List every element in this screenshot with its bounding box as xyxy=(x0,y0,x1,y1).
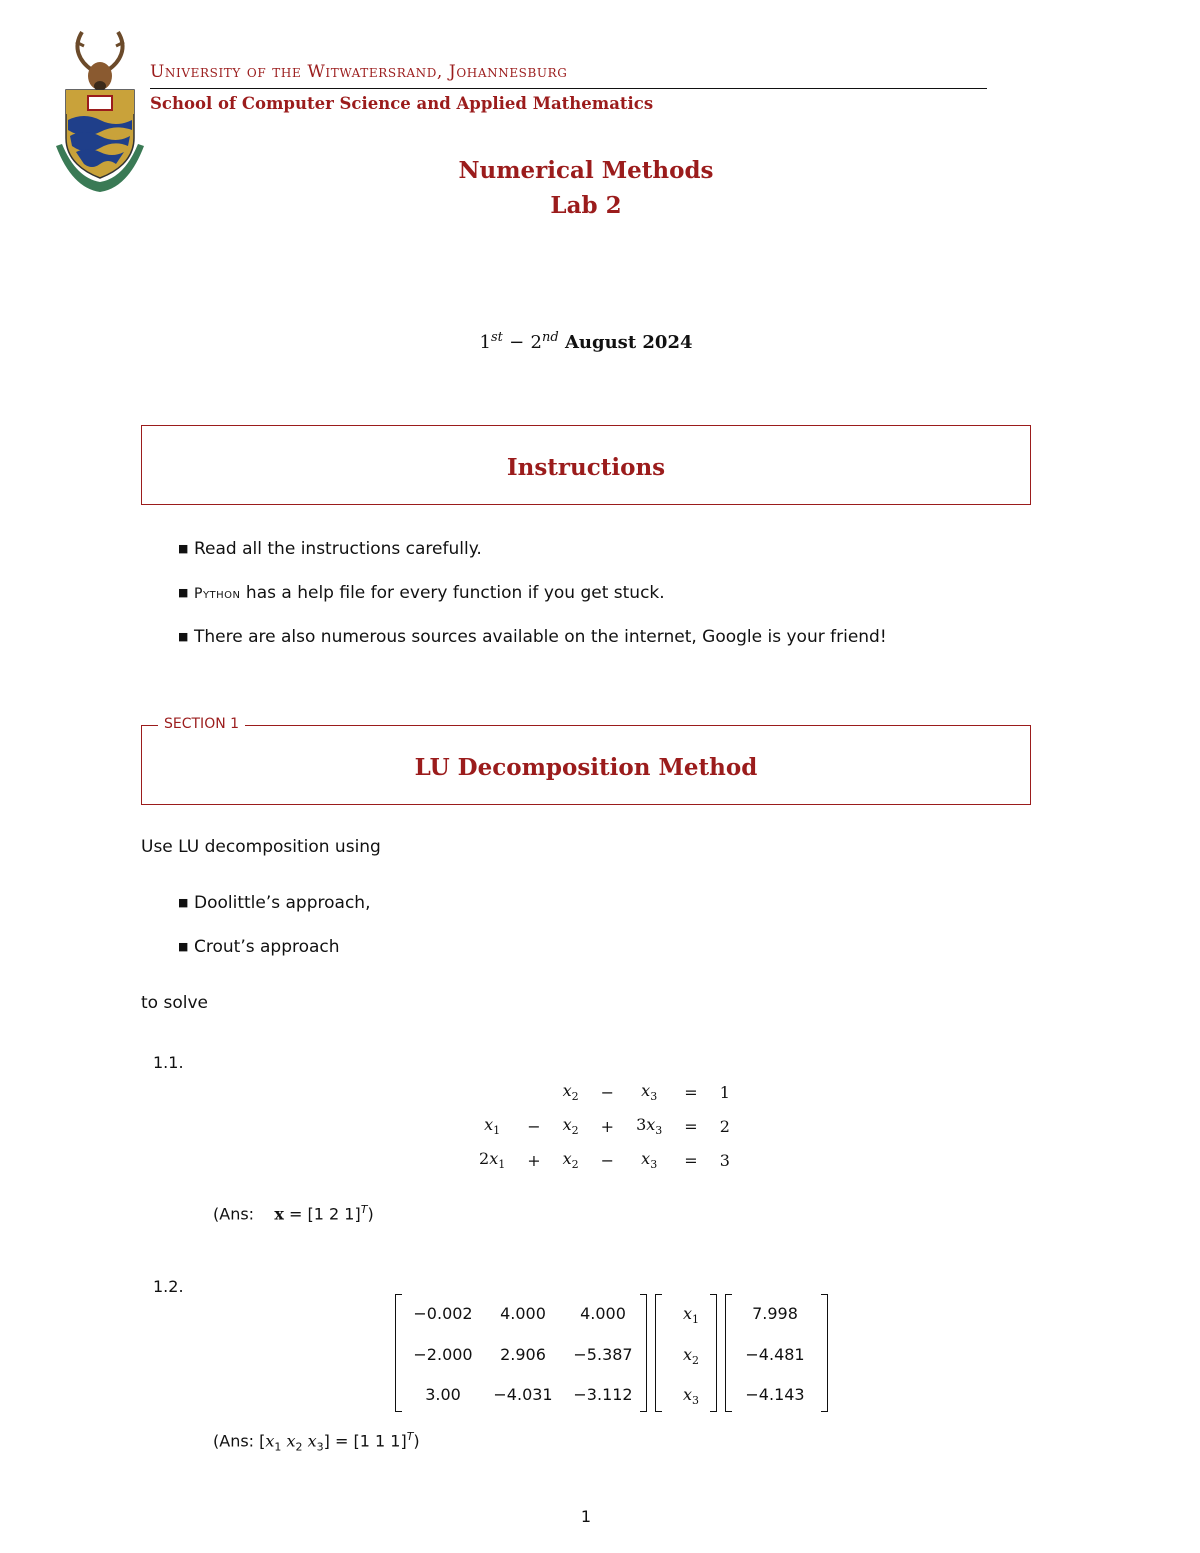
equation-term xyxy=(516,1075,551,1109)
equation-term xyxy=(468,1075,516,1109)
equation-term: $2x_1$ xyxy=(479,1149,506,1172)
matrix-equation xyxy=(390,1292,840,1414)
list-item: ■ Crout’s approach xyxy=(178,937,340,957)
matrix-cell: −4.031 xyxy=(493,1385,553,1404)
school-name: School of Computer Science and Applied Mathematics xyxy=(150,94,654,113)
rhs-value: −4.143 xyxy=(745,1385,805,1404)
header-rule xyxy=(150,88,987,89)
equation-term: + xyxy=(600,1116,615,1136)
equation-term: 2 xyxy=(719,1116,730,1136)
problem-number: 1.2. xyxy=(153,1277,184,1296)
matrix-cell: 4.000 xyxy=(580,1304,626,1323)
equation-term: − xyxy=(600,1150,615,1170)
section-label: SECTION 1 xyxy=(158,716,245,732)
bracket-right xyxy=(821,1294,828,1412)
matrix-cell: −2.000 xyxy=(413,1345,473,1364)
matrix-cell: −0.002 xyxy=(413,1304,473,1323)
matrix-cell: −3.112 xyxy=(573,1385,633,1404)
rhs-value: 7.998 xyxy=(752,1304,798,1323)
bracket-left xyxy=(655,1294,662,1412)
section-intro: Use LU decomposition using xyxy=(141,837,381,857)
list-item: ■ Python has a help file for every function if you get stuck. xyxy=(178,583,665,603)
rhs-value: −4.481 xyxy=(745,1345,805,1364)
lab-title: Lab 2 xyxy=(550,192,622,219)
problem-number: 1.1. xyxy=(153,1053,184,1072)
university-name: University of the Witwatersrand, Johannesburg xyxy=(150,62,568,82)
matrix-cell: 3.00 xyxy=(425,1385,461,1404)
equation-term: 3 xyxy=(719,1150,730,1170)
list-item: ■ Doolittle’s approach, xyxy=(178,893,371,913)
equation-system xyxy=(468,1075,741,1178)
bracket-left xyxy=(395,1294,402,1412)
equation-term: $x_3$ xyxy=(641,1081,658,1104)
vector-variable: $x_3$ xyxy=(682,1385,700,1408)
answer-text: (Ans: x = [1 2 1]$^T$) xyxy=(213,1203,374,1224)
lab-date: 1st − 2nd August 2024 xyxy=(479,330,693,353)
equation-row xyxy=(468,1109,741,1143)
equation-term: $3x_3$ xyxy=(636,1115,663,1138)
answer-text: (Ans: [$x_1$ $x_2$ $x_3] = [1$ 1 1]$^T$) xyxy=(213,1430,420,1454)
equation-term: $x_1$ xyxy=(484,1115,501,1138)
page-number: 1 xyxy=(580,1507,592,1526)
equation-term: − xyxy=(527,1116,541,1136)
bracket-right xyxy=(640,1294,647,1412)
equation-term: $x_3$ xyxy=(641,1149,658,1172)
equation-term: $x_2$ xyxy=(562,1081,579,1104)
vector-variable: $x_1$ xyxy=(682,1304,700,1327)
section-box xyxy=(141,716,1031,805)
to-solve-text: to solve xyxy=(141,993,208,1013)
bracket-right xyxy=(710,1294,717,1412)
equation-term: $x_2$ xyxy=(562,1115,579,1138)
equation-term: $x_2$ xyxy=(562,1149,579,1172)
section-heading: LU Decomposition Method xyxy=(414,754,758,781)
equation-row xyxy=(468,1143,741,1177)
python-word: Python xyxy=(194,586,241,602)
equation-term: − xyxy=(600,1082,615,1102)
equation-row xyxy=(468,1075,741,1109)
matrix-cell: 2.906 xyxy=(500,1345,546,1364)
course-title: Numerical Methods xyxy=(458,157,714,184)
equation-term: + xyxy=(527,1150,541,1170)
list-item: ■ There are also numerous sources available on the internet, Google is your friend! xyxy=(178,627,887,647)
equation-term: = xyxy=(684,1150,698,1170)
matrix-cell: −5.387 xyxy=(573,1345,633,1364)
instructions-heading: Instructions xyxy=(506,454,666,481)
equation-table xyxy=(468,1075,741,1178)
vector-variable: $x_2$ xyxy=(682,1345,700,1368)
equation-term: 1 xyxy=(719,1082,730,1102)
instructions-box xyxy=(141,425,1031,505)
matrix-cell: 4.000 xyxy=(500,1304,546,1323)
equation-term: = xyxy=(684,1082,698,1102)
equation-term: = xyxy=(684,1116,698,1136)
list-item: ■ Read all the instructions carefully. xyxy=(178,539,482,559)
bracket-left xyxy=(725,1294,732,1412)
